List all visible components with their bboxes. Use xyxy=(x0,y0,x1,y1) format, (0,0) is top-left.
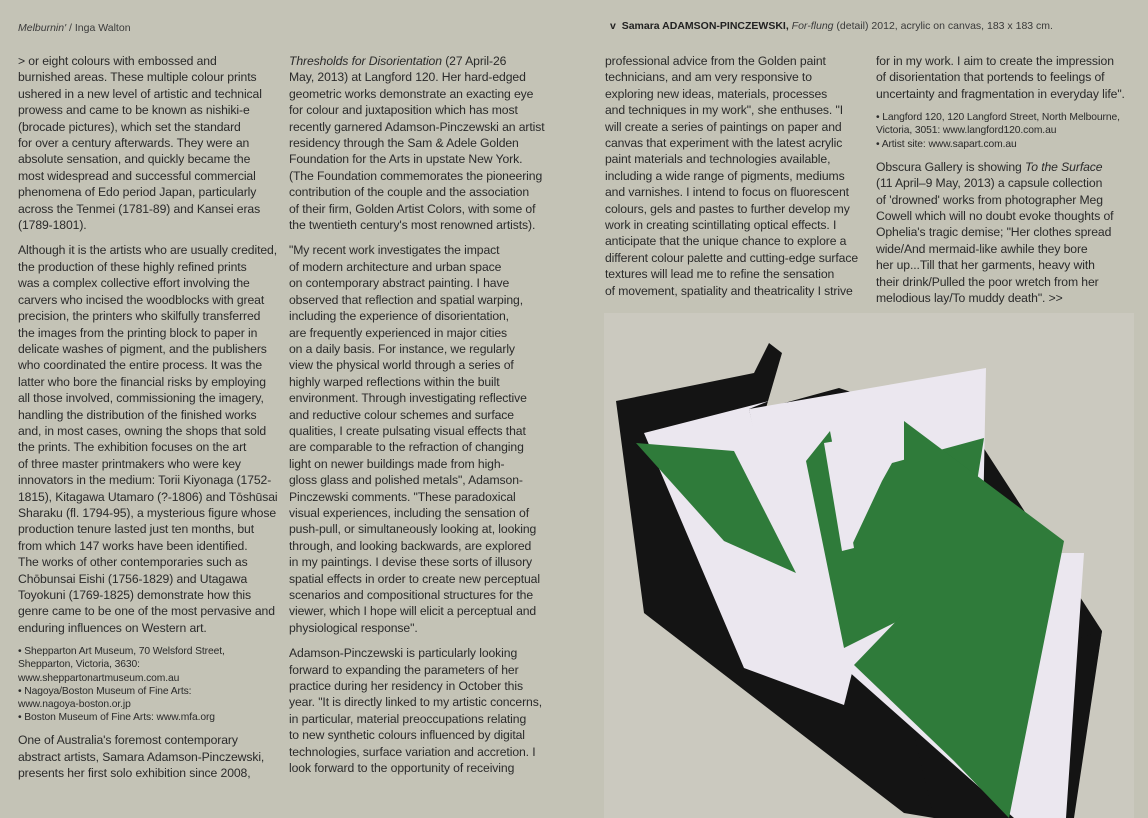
text-line: genre came to be one of the most pervasive and xyxy=(18,604,275,619)
text-line: the twentieth century's most renowned artists). xyxy=(289,218,536,233)
text-line: view the physical world through a series of xyxy=(289,358,514,373)
caption-details: (detail) 2012, acrylic on canvas, 183 x 183 cm. xyxy=(836,20,1053,32)
text-line: precision, the printers who skilfully transferred xyxy=(18,309,261,324)
caption-artist: Samara ADAMSON-PINCZEWSKI, xyxy=(621,20,789,32)
text-line: Sharaku (fl. 1794-95), a mysterious figure whose xyxy=(18,505,277,520)
text-line: for colour and juxtaposition which has most xyxy=(289,103,518,118)
text-line: May, 2013) at Langford 120. Her hard-edged xyxy=(289,70,526,85)
paragraph xyxy=(876,53,1136,102)
text-line: in my paintings. I devise these sorts of illusory xyxy=(289,555,533,570)
text-line: will create a series of paintings on paper and xyxy=(605,119,842,134)
text-line: most widespread and successful commercial xyxy=(18,168,256,183)
text-line: (1789-1801). xyxy=(18,218,87,233)
text-line: on a daily basis. For instance, we regularly xyxy=(289,341,515,356)
text-line: the production of these highly refined prints xyxy=(18,259,247,274)
list-line: • Artist site: www.sapart.com.au xyxy=(876,138,1017,150)
paragraph xyxy=(18,242,283,636)
text-line: was a complex collective effort involving the xyxy=(18,276,250,291)
text-line: recently garnered Adamson-Pinczewski an artist xyxy=(289,119,545,134)
artwork-painting xyxy=(604,313,1134,818)
text-line: Pinczewski comments. "These paradoxical xyxy=(289,489,516,504)
text-line: One of Australia's foremost contemporary xyxy=(18,733,238,748)
text-line: Cowell which will no doubt evoke thoughts of xyxy=(876,209,1114,224)
text-line: > or eight colours with embossed and xyxy=(18,54,217,68)
text-line: professional advice from the Golden paint xyxy=(605,54,826,68)
text-line: enduring influences on Western art. xyxy=(18,620,207,635)
text-line: of their firm, Golden Artist Colors, with some of xyxy=(289,201,536,216)
text-fragment: Obscura Gallery is showing xyxy=(876,159,1026,174)
text-line: spatial effects in order to create new perceptual xyxy=(289,571,540,586)
text-line: of modern architecture and urban space xyxy=(289,259,502,274)
text-line: contribution of the couple and the association xyxy=(289,185,529,200)
text-line: abstract artists, Samara Adamson-Pinczewski, xyxy=(18,749,265,764)
text-line: for over a century afterwards. They were an xyxy=(18,136,250,151)
text-line: burnished areas. These multiple colour prints xyxy=(18,70,257,85)
text-column-3 xyxy=(605,53,867,308)
text-line: delicate washes of pigment, and the publishers xyxy=(18,341,267,356)
text-line: 1815), Kitagawa Utamaro (?-1806) and Tōshūsai xyxy=(18,489,278,504)
list-line: Victoria, 3051: www.langford120.com.au xyxy=(876,125,1057,137)
running-header-left xyxy=(18,22,131,34)
text-line: their drink/Pulled the poor wretch from her xyxy=(876,274,1099,289)
paragraph xyxy=(289,242,559,636)
text-line: from which 147 works have been identified. xyxy=(18,538,248,553)
text-line: paint materials and technologies available, xyxy=(605,152,831,167)
list-line: • Boston Museum of Fine Arts: www.mfa.org xyxy=(18,712,215,724)
text-line: of three master printmakers who were key xyxy=(18,456,241,471)
list-line: www.nagoya-boston.or.jp xyxy=(18,699,131,711)
text-line: absolute sensation, and quickly became the xyxy=(18,152,251,167)
text-line: through, and looking backwards, are explored xyxy=(289,538,532,553)
text-line: her up...Till that her garments, heavy with xyxy=(876,258,1095,273)
text-line: forward to expanding the parameters of her xyxy=(289,662,519,677)
text-line: year. "It is directly linked to my artistic concerns, xyxy=(289,695,543,710)
text-line: wide/And mermaid-like awhile they bore xyxy=(876,241,1088,256)
text-line: the prints. The exhibition focuses on the art xyxy=(18,440,247,455)
text-line: exploring new ideas, materials, processes xyxy=(605,86,828,101)
text-line: melodious lay/To muddy death". >> xyxy=(876,291,1063,306)
paragraph xyxy=(605,53,867,299)
text-line: ushered in a new level of artistic and technical xyxy=(18,86,262,101)
text-line: are frequently experienced in major cities xyxy=(289,325,507,340)
text-line: "My recent work investigates the impact xyxy=(289,243,500,258)
list-line: • Shepparton Art Museum, 70 Welsford Street, xyxy=(18,646,225,658)
text-line: canvas that experiment with the latest acrylic xyxy=(605,136,843,151)
text-line: who coordinated the entire process. It was the xyxy=(18,358,263,373)
text-line: including the experience of disorientation, xyxy=(289,309,509,324)
text-line: colours, gels and pastes to further develop my xyxy=(605,201,850,216)
text-line: Ophelia's tragic demise; "Her clothes spread xyxy=(876,225,1112,240)
paragraph xyxy=(289,53,559,233)
text-line: phenomena of Edo period Japan, particularly xyxy=(18,185,257,200)
text-line: (11 April–9 May, 2013) a capsule collection xyxy=(876,176,1103,191)
exhibition-title: Thresholds for Disorientation xyxy=(289,54,442,68)
paragraph xyxy=(289,645,559,776)
text-line: on contemporary abstract painting. I have xyxy=(289,276,510,291)
text-line: the images from the printing block to paper in xyxy=(18,325,258,340)
text-line: scenarios and compositional structures for the xyxy=(289,588,534,602)
exhibition-title: To the Surface xyxy=(1025,159,1103,174)
header-separator: / xyxy=(69,22,72,34)
text-line: gloss glass and polished metals", Adamson- xyxy=(289,473,523,488)
text-line: to new synthetic colours influenced by digital xyxy=(289,728,525,743)
text-line: prowess and came to be known as nishiki-e xyxy=(18,103,250,118)
publication-title: Melburnin' xyxy=(18,22,67,34)
image-caption xyxy=(610,20,1053,32)
text-line: handling the distribution of the finished works xyxy=(18,407,257,422)
text-line: of disorientation that portends to feelings of xyxy=(876,70,1105,85)
text-line: qualities, I create pulsating visual effects that xyxy=(289,423,526,438)
text-line: Although it is the artists who are usually credited, xyxy=(18,243,277,258)
text-line: carvers who incised the woodblocks with great xyxy=(18,292,265,307)
list-line: www.sheppartonartmuseum.com.au xyxy=(18,672,180,684)
text-line: residency through the Sam & Adele Golden xyxy=(289,136,519,151)
text-line: viewer, which I hope will elicit a perceptual and xyxy=(289,604,537,619)
text-line: light on newer buildings made from high- xyxy=(289,456,505,471)
text-line: technicians, and am very responsive to xyxy=(605,70,812,85)
text-line: and, in most cases, owning the shops that sold xyxy=(18,423,267,438)
text-line: visual experiences, including the sensation of xyxy=(289,505,529,520)
text-line: of 'drowned' works from photographer Meg xyxy=(876,192,1103,207)
artwork-image xyxy=(604,313,1134,818)
text-line: (The Foundation commemorates the pioneering xyxy=(289,168,543,183)
author-name: Inga Walton xyxy=(74,22,131,34)
text-line: physiological response". xyxy=(289,620,418,635)
text-fragment: (27 April-26 xyxy=(441,54,507,68)
text-line: anticipate that the unique chance to explore a xyxy=(605,234,847,249)
text-line: geometric works demonstrate an exacting eye xyxy=(289,86,534,101)
text-line: environment. Through investigating reflective xyxy=(289,391,527,406)
text-line: practice during her residency in October this xyxy=(289,679,523,694)
text-line: Adamson-Pinczewski is particularly looking xyxy=(289,646,518,661)
text-line: work in creating scintillating optical effects. I xyxy=(605,218,837,233)
venue-list xyxy=(18,645,283,724)
paragraph xyxy=(18,53,283,233)
text-column-4 xyxy=(876,53,1136,315)
text-line: The works of other contemporaries such as xyxy=(18,555,248,570)
text-line xyxy=(289,53,559,69)
list-line: Shepparton, Victoria, 3630: xyxy=(18,659,140,671)
list-line: • Langford 120, 120 Langford Street, North Melbourne, xyxy=(876,112,1120,124)
text-line: push-pull, or simultaneously looking at, looking xyxy=(289,522,537,537)
text-line: look forward to the opportunity of receiving xyxy=(289,761,515,776)
text-line: Chōbunsai Eishi (1756-1829) and Utagawa xyxy=(18,571,248,586)
text-line: and techniques in my work", she enthuses. "I xyxy=(605,103,843,118)
caption-work-title: For-flung xyxy=(791,20,834,32)
text-line: production tenure lasted just ten months, but xyxy=(18,522,255,537)
text-line: are comparable to the refraction of changing xyxy=(289,440,524,455)
text-line: for in my work. I aim to create the impression xyxy=(876,54,1114,68)
paragraph xyxy=(18,732,283,781)
text-line: highly warped reflections within the built xyxy=(289,374,500,389)
caption-marker: v xyxy=(610,20,616,32)
text-line: Toyokuni (1769-1825) demonstrate how this xyxy=(18,588,252,602)
paragraph xyxy=(876,159,1136,307)
text-line: latter who bore the financial risks by employing xyxy=(18,374,266,389)
text-column-1 xyxy=(18,53,283,791)
text-line: of movement, spatiality and theatricality I strive xyxy=(605,283,853,298)
text-line: in particular, material preoccupations relating xyxy=(289,711,527,726)
text-line: including a wide range of pigments, mediums xyxy=(605,168,845,183)
text-line: uncertainty and fragmentation in everyday life". xyxy=(876,86,1125,101)
text-line: innovators in the medium: Torii Kiyonaga (1752- xyxy=(18,473,272,488)
list-line: • Nagoya/Boston Museum of Fine Arts: xyxy=(18,685,192,697)
venue-list xyxy=(876,111,1136,151)
text-column-2 xyxy=(289,53,559,785)
text-line: all those involved, commissioning the imagery, xyxy=(18,391,264,406)
text-line: textures will lead me to refine the sensation xyxy=(605,267,835,282)
text-line: technologies, surface variation and accretion. I xyxy=(289,744,536,759)
text-line xyxy=(876,159,1136,175)
text-line: (brocade pictures), which set the standard xyxy=(18,119,241,134)
text-line: presents her first solo exhibition since 2008, xyxy=(18,766,251,781)
text-line: observed that reflection and spatial warping, xyxy=(289,292,523,307)
text-line: different colour palette and cutting-edge surface xyxy=(605,250,859,265)
text-line: Foundation for the Arts in upstate New York. xyxy=(289,152,523,167)
text-line: across the Tenmei (1781-89) and Kansei eras xyxy=(18,201,261,216)
text-line: and varnishes. I intend to focus on fluorescent xyxy=(605,185,849,200)
text-line: and reductive colour schemes and surface xyxy=(289,407,514,422)
